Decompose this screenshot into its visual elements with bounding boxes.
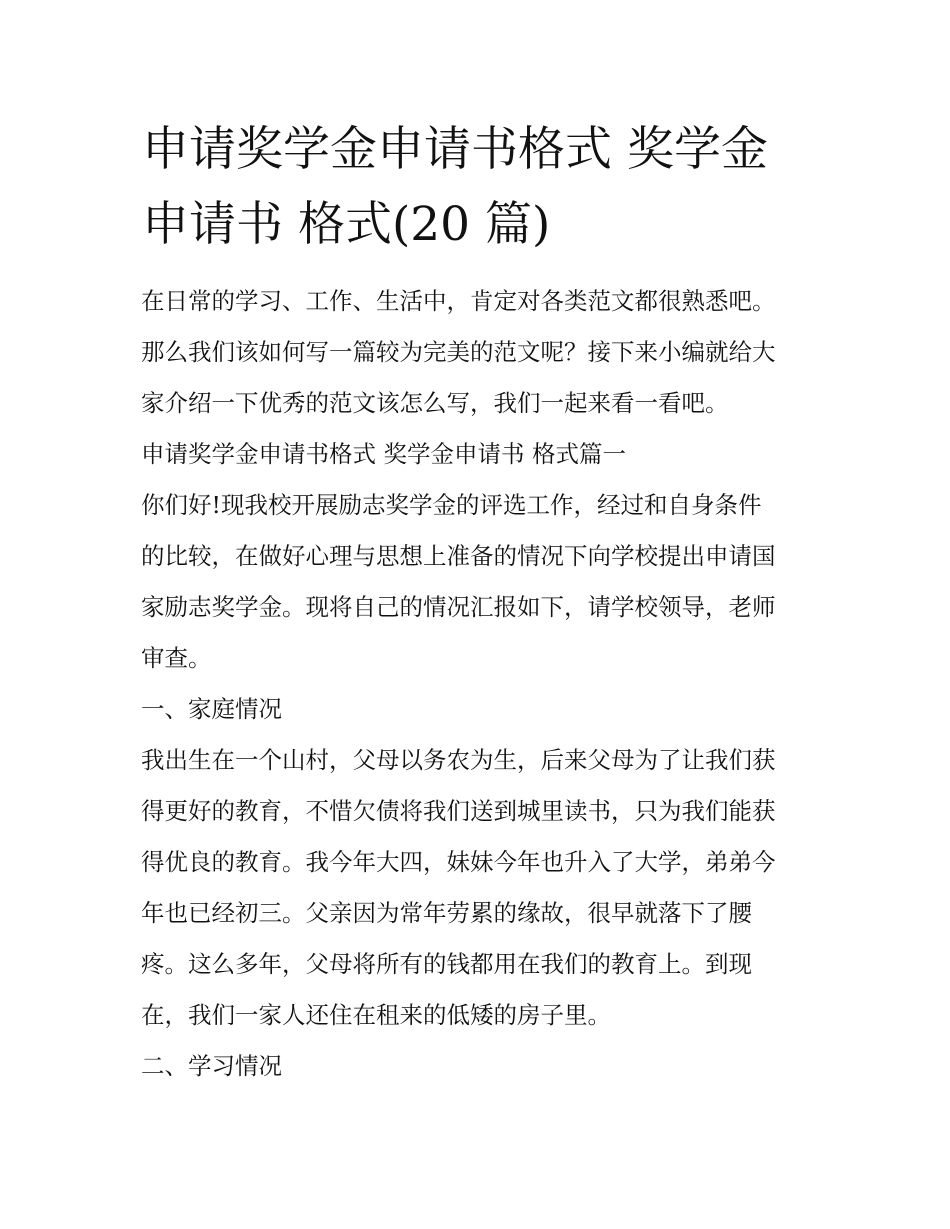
subsection-heading-family: 一、家庭情况: [141, 695, 282, 723]
paragraph-line: 得更好的教育，不惜欠债将我们送到城里读书，只为我们能获: [141, 797, 776, 825]
paragraph-line: 你们好!现我校开展励志奖学金的评选工作，经过和自身条件: [141, 491, 762, 519]
subsection-heading-study: 二、学习情况: [141, 1052, 282, 1080]
paragraph-line: 得优良的教育。我今年大四，妹妹今年也升入了大学，弟弟今: [141, 848, 776, 876]
document-body: [141, 276, 831, 1092]
paragraph-line: 的比较，在做好心理与思想上准备的情况下向学校提出申请国: [141, 542, 776, 570]
intro-line: 家介绍一下优秀的范文该怎么写，我们一起来看一看吧。: [141, 389, 729, 417]
title-line: 申请奖学金申请书格式 奖学金: [142, 122, 768, 177]
intro-line: 那么我们该如何写一篇较为完美的范文呢？接下来小编就给大: [141, 338, 776, 366]
paragraph-line: 家励志奖学金。现将自己的情况汇报如下，请学校领导，老师: [141, 593, 776, 621]
section-heading: 申请奖学金申请书格式 奖学金申请书 格式篇一: [141, 440, 626, 468]
document-title: [142, 112, 822, 262]
paragraph-line: 在，我们一家人还住在租来的低矮的房子里。: [141, 1001, 611, 1029]
paragraph-line: 年也已经初三。父亲因为常年劳累的缘故，很早就落下了腰: [141, 899, 752, 927]
title-line: 申请书 格式(20 篇): [142, 197, 551, 252]
paragraph-line: 疼。这么多年，父母将所有的钱都用在我们的教育上。到现: [141, 950, 752, 978]
paragraph-line: 审查。: [141, 644, 212, 672]
paragraph-line: 我出生在一个山村，父母以务农为生，后来父母为了让我们获: [141, 746, 776, 774]
intro-line: 在日常的学习、工作、生活中，肯定对各类范文都很熟悉吧。: [141, 287, 776, 315]
